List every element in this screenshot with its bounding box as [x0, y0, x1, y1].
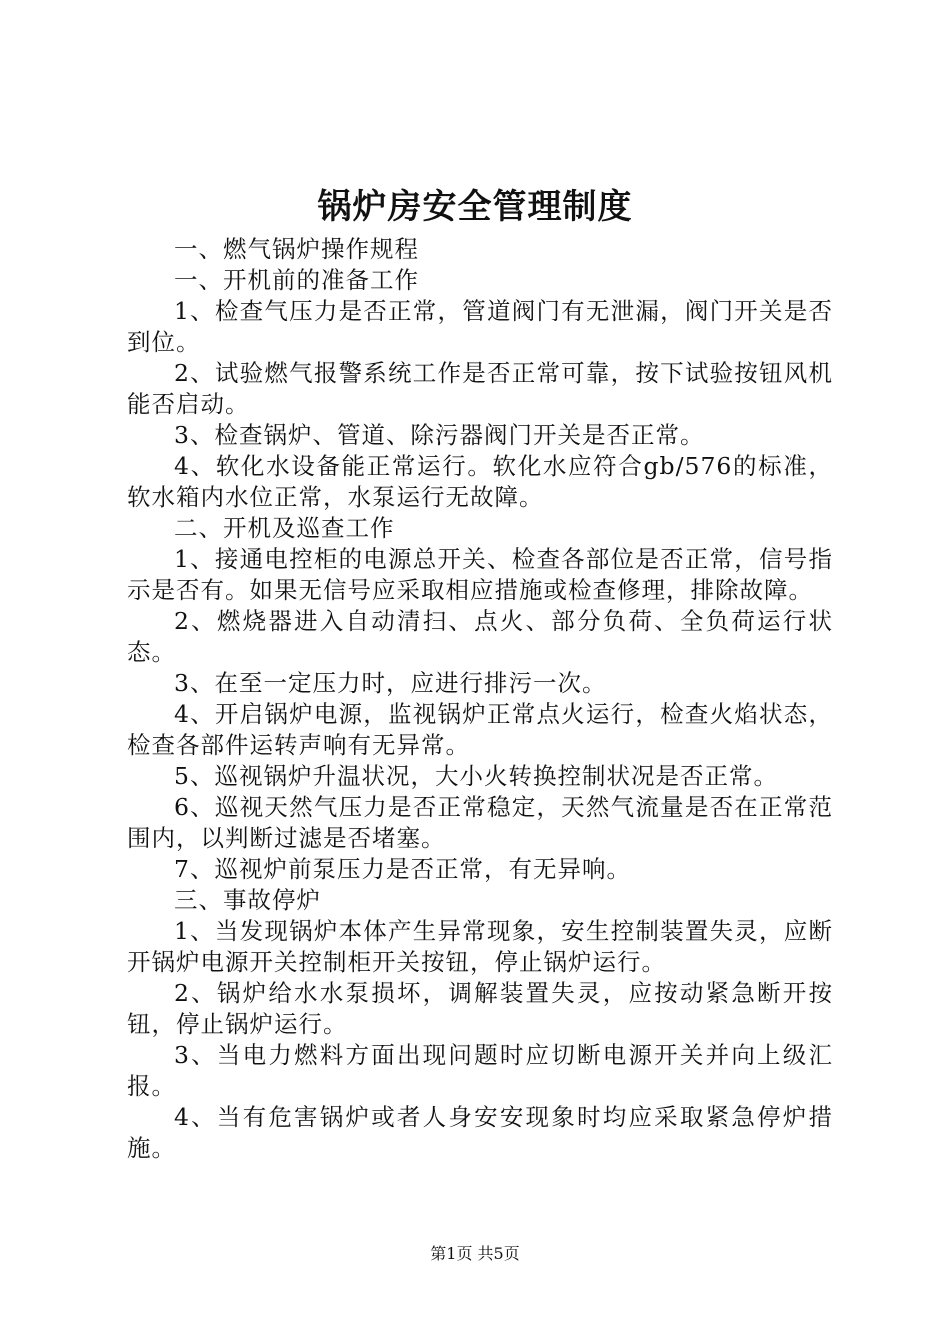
- paragraph: 一、燃气锅炉操作规程: [174, 235, 419, 263]
- document-title: 锅炉房安全管理制度: [317, 187, 633, 227]
- document-body: [127, 234, 833, 1164]
- paragraph: 3、在至一定压力时，应进行排污一次。: [174, 669, 607, 697]
- paragraph: 4、当有危害锅炉或者人身安安现象时均应采取紧急停炉措施。: [127, 1103, 833, 1162]
- paragraph: 2、试验燃气报警系统工作是否正常可靠，按下试验按钮风机能否启动。: [127, 359, 833, 418]
- paragraph: 7、巡视炉前泵压力是否正常，有无异响。: [174, 855, 631, 883]
- paragraph: 4、开启锅炉电源，监视锅炉正常点火运行，检查火焰状态，检查各部件运转声响有无异常。: [127, 700, 833, 759]
- paragraph: 1、当发现锅炉本体产生异常现象，安生控制装置失灵，应断开锅炉电源开关控制柜开关按钮，停止锅炉运行。: [127, 917, 833, 976]
- paragraph: 3、检查锅炉、管道、除污器阀门开关是否正常。: [174, 421, 705, 449]
- paragraph: 二、开机及巡查工作: [174, 514, 395, 542]
- paragraph: 2、燃烧器进入自动清扫、点火、部分负荷、全负荷运行状态。: [127, 607, 833, 666]
- paragraph: 一、开机前的准备工作: [174, 266, 419, 294]
- paragraph: 1、检查气压力是否正常，管道阀门有无泄漏，阀门开关是否到位。: [127, 297, 833, 356]
- page-number-footer: 第1页 共5页: [430, 1244, 520, 1263]
- paragraph: 1、接通电控柜的电源总开关、检查各部位是否正常，信号指示是否有。如果无信号应采取相应措施或检查修理，排除故障。: [127, 545, 833, 604]
- paragraph: 5、巡视锅炉升温状况，大小火转换控制状况是否正常。: [174, 762, 778, 790]
- paragraph: 6、巡视天然气压力是否正常稳定，天然气流量是否在正常范围内，以判断过滤是否堵塞。: [127, 793, 833, 852]
- paragraph: 三、事故停炉: [174, 886, 321, 914]
- paragraph: 4、软化水设备能正常运行。软化水应符合gb/576的标准，软水箱内水位正常，水泵运行无故障。: [127, 452, 833, 511]
- paragraph: 3、当电力燃料方面出现问题时应切断电源开关并向上级汇报。: [127, 1041, 833, 1100]
- paragraph: 2、锅炉给水水泵损坏，调解装置失灵，应按动紧急断开按钮，停止锅炉运行。: [127, 979, 833, 1038]
